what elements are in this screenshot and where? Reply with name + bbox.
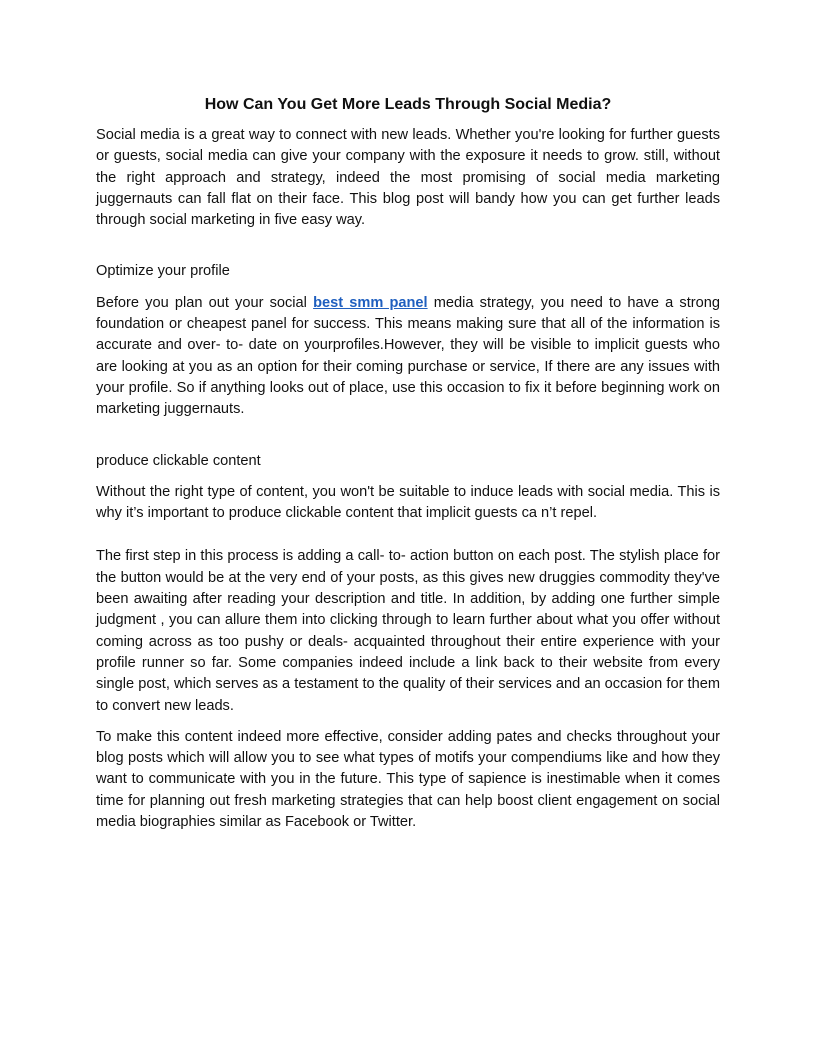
intro-paragraph: Social media is a great way to connect with new leads. Whether you're looking for further guests or guests, social media can give your company with the exposure it needs to grow. still, without the right approach and strategy, indeed the most promising of social media marketing juggernauts can fall flat on their face. This blog post will bandy how you can get further leads through social marketing in five easy way. — [96, 127, 720, 229]
clickable-paragraph-3: To make this content indeed more effective, consider adding pates and checks throughout your blog posts which will allow you to see what types of motifs your compendiums like and how they want to communicate with you in the future. This type of sapience is inestimable when it comes time for planning out fresh marketing strategies that can help boost client engagement on social media biographies similar as Facebook or Twitter. — [96, 728, 720, 831]
optimize-paragraph-end: media strategy, you need to have a strong foundation or cheapest panel for success. This means making sure that all of the information is accurate and over- to- date on yourprofiles.However, they will be visible to implicit guests who are looking at you as an option for their coming purchase or service, If there are any issues with your profile. So if anything looks out of place, use this occasion to fix it before beginning work on marketing juggernauts. — [96, 294, 720, 418]
section-heading-optimize: Optimize your profile — [96, 263, 230, 280]
clickable-paragraph-2: The first step in this process is adding a call- to- action button on each post. The stylish place for the button would be at the very end of your posts, as this gives new druggies commodity they've been awaiting after reading your description and title. In addition, by adding one further simple judgment , you can allure them into clicking through to learn further about what you offer without coming across as too pushy or deals- acquainted throughout their entire experience with your profile runner so far. Some companies indeed include a link back to their website from every single post, which serves as a testament to the quality of their services and an occasion for them to convert new leads. — [96, 548, 720, 714]
document-title: How Can You Get More Leads Through Social Media? — [204, 96, 612, 113]
section-heading-clickable: produce clickable content — [96, 452, 261, 469]
best-smm-panel-link[interactable]: best smm panel — [313, 294, 428, 311]
optimize-paragraph — [96, 293, 720, 421]
optimize-paragraph-start: Before you plan out your social — [96, 294, 314, 311]
document-page — [96, 94, 720, 833]
clickable-paragraph-1: Without the right type of content, you won't be suitable to induce leads with social media. This is why it’s important to produce clickable content that implicit guests ca n’t repel. — [96, 483, 720, 522]
